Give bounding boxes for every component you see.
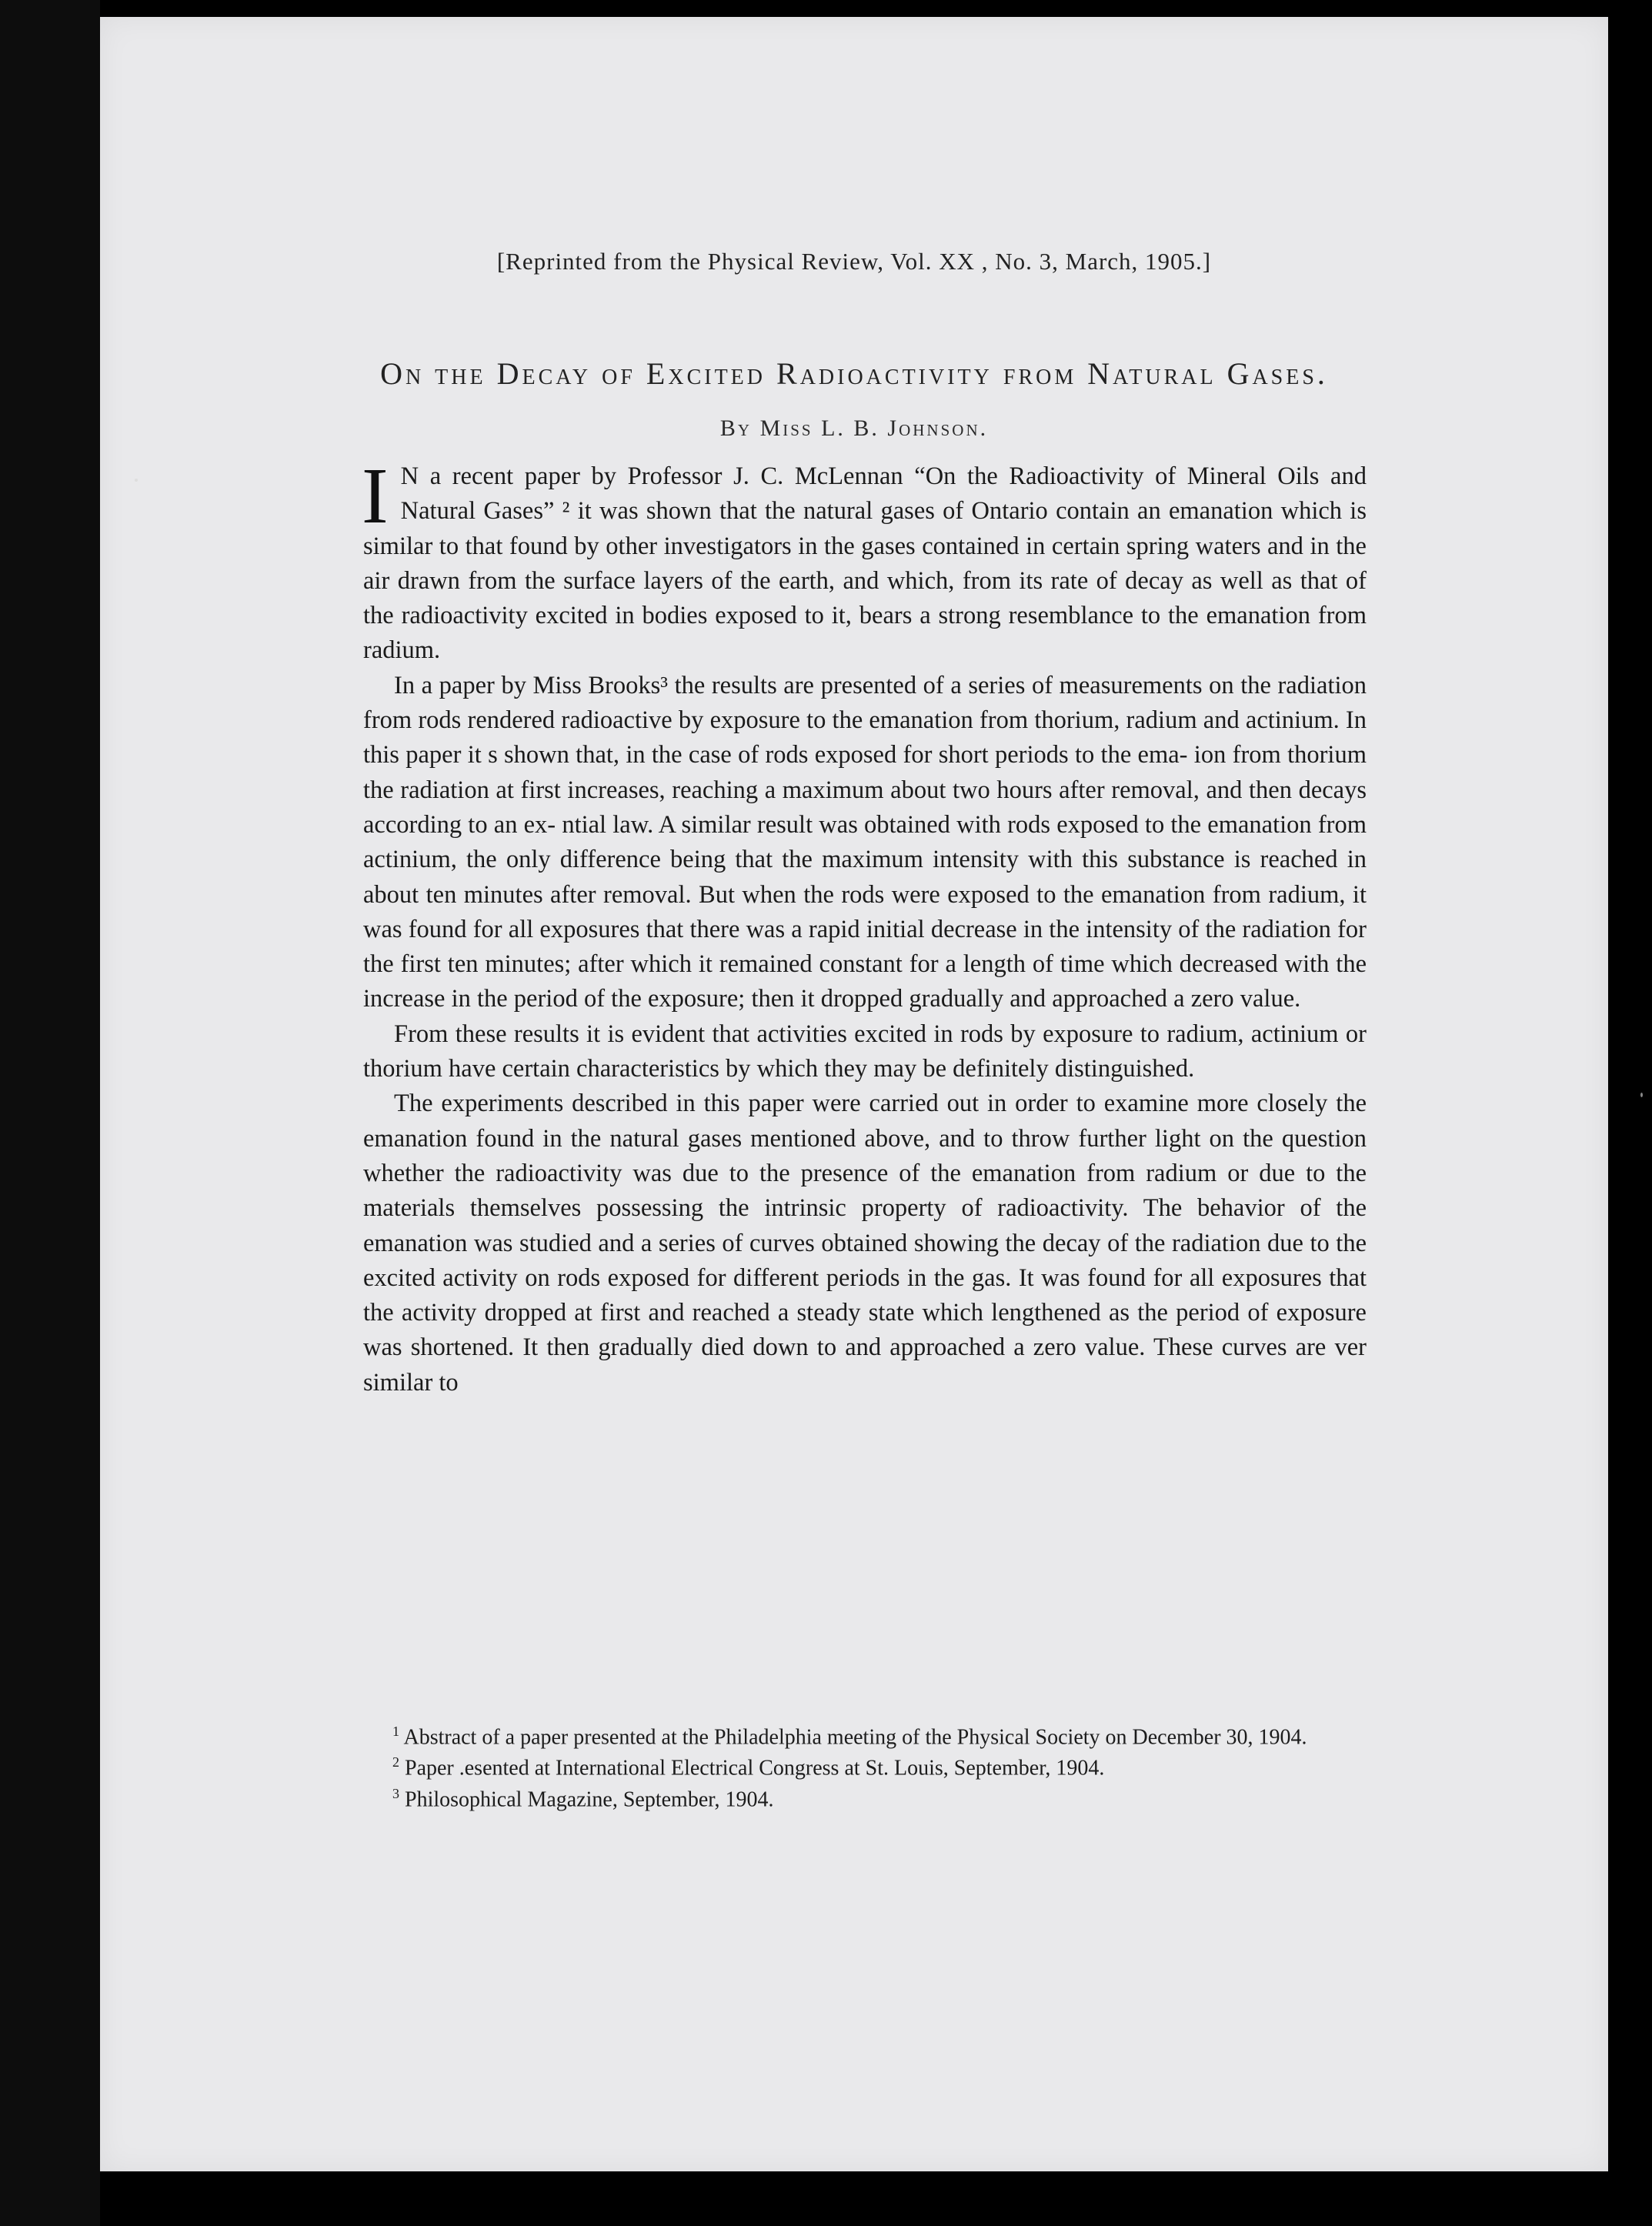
scan-speck	[1640, 1093, 1643, 1097]
footnotes	[363, 1719, 1367, 1812]
article-body	[362, 452, 1367, 1400]
scan-border	[0, 0, 100, 2226]
footnote-marker: 2	[392, 1754, 399, 1770]
paragraph-4: The experiments described in this paper were carried out in order to examine more closely the emanation found in the natural gases mentioned above, and to throw further light on the question whether the radioactivity was due to the presence of the emanation from radium or due to the materials themselves possessing the intrinsic property of radioactivity. The behavior of the emanation was studied and a series of curves obtained showing the decay of the radiation due to the excited activity on rods exposed for different periods in the gas. It was found for all exposures that the activity dropped at first and reached a steady state which lengthened as the period of exposure was shortened. It then gradually died down to and approached a zero value. These curves are ver similar to	[363, 1090, 1367, 1397]
footnote-text: Philosophical Magazine, September, 1904.	[405, 1787, 774, 1811]
footnote	[363, 1781, 1367, 1812]
footnote	[363, 1750, 1367, 1780]
paragraph-1	[362, 452, 1367, 669]
footnote-marker: 1	[392, 1724, 399, 1739]
reprint-notice: [Reprinted from the Physical Review, Vol. XX , No. 3, March, 1905.]	[496, 248, 1212, 275]
article-byline: By Miss L. B. Johnson.	[719, 415, 989, 441]
footnote-marker: 3	[392, 1785, 399, 1801]
footnote	[363, 1719, 1367, 1750]
article-title: On the Decay of Excited Radioactivity from Natural Gases.	[380, 356, 1328, 391]
paragraph-2: In a paper by Miss Brooks³ the results are presented of a series of measurements on the radiation from rods rendered radioactive by exposure to the emanation from thorium, radium and actinium. In this paper it s shown that, in the case of rods exposed for short periods to the ema- ion from thorium the radiation at first increases, reaching a maximum about two hours after removal, and then decays according to an ex- ntial law. A similar result was obtained with rods exposed to the emanation from actinium, the only difference being that the maximum intensity with this substance is reached in about ten minutes after removal. But when the rods were exposed to the emanation from radium, it was found for all exposures that there was a rapid initial decrease in the intensity of the radiation for the first ten minutes; after which it remained constant for a length of time which decreased with the increase in the period of the exposure; then it dropped gradually and approached a zero value.	[363, 671, 1367, 1013]
footnote-text: Paper .esented at International Electrical Congress at St. Louis, September, 1904.	[405, 1756, 1105, 1780]
paragraph-3: From these results it is evident that activities excited in rods by exposure to radium, actinium or thorium have certain characteristics by which they may be definitely distinguished.	[363, 1020, 1367, 1083]
scan-speck	[135, 479, 138, 482]
document-page	[100, 17, 1608, 2171]
paragraph-1-text: N a recent paper by Professor J. C. McLennan “On the Radioactivity of Mineral Oils and Natural Gases” ² it was shown that the natural gases of Ontario contain an emanation which is similar to that found by other investigators in the gases contained in certain spring waters and in the air drawn from the surface layers of the earth, and which, from its rate of decay as well as that of the radioactivity excited in bodies exposed to it, bears a strong resemblance to the emanation from radium.	[363, 462, 1367, 665]
drop-cap: I	[362, 452, 389, 540]
footnote-text: Abstract of a paper presented at the Philadelphia meeting of the Physical Society on December 30, 1904.	[403, 1725, 1307, 1750]
